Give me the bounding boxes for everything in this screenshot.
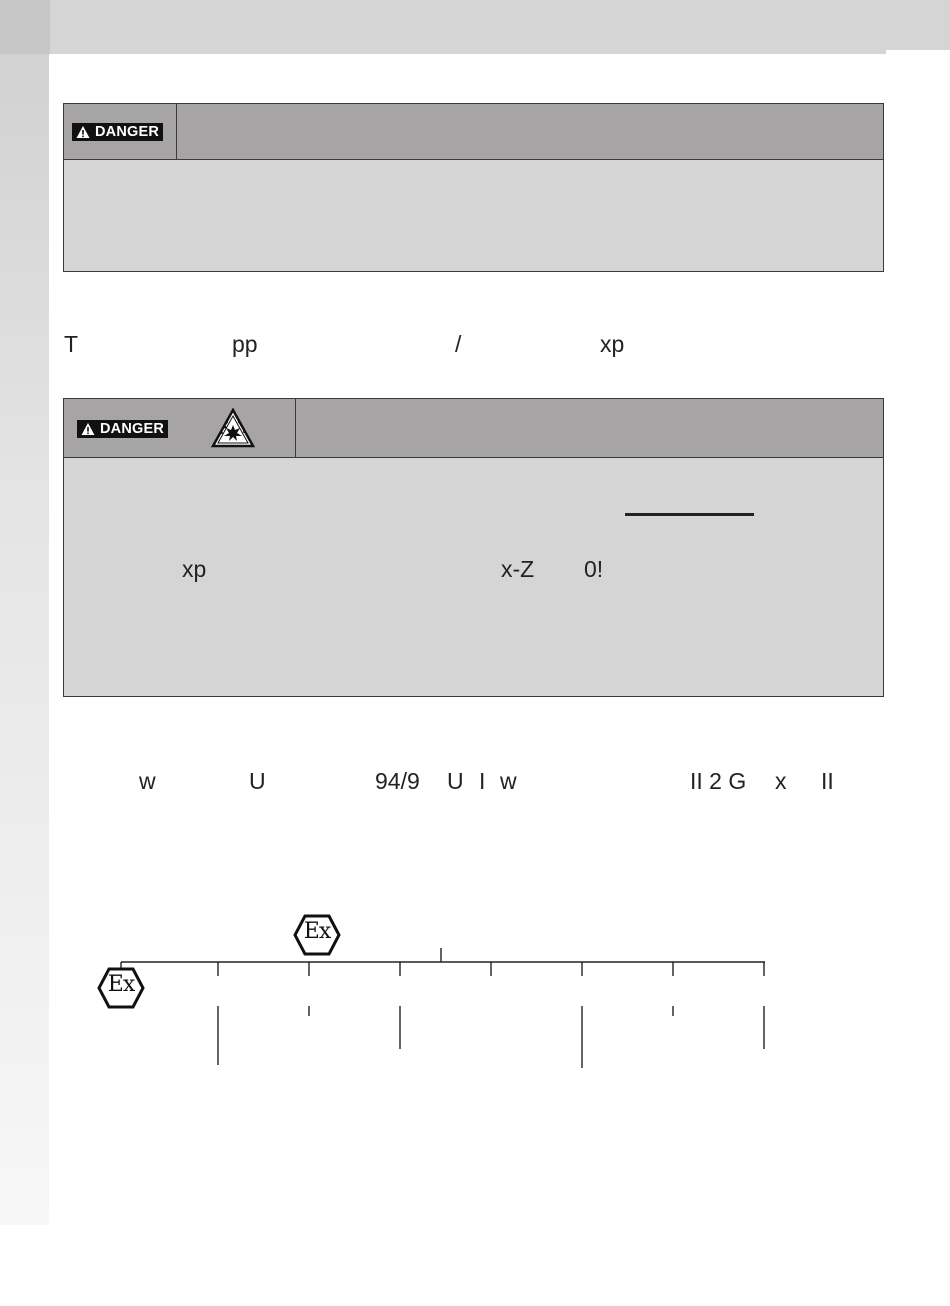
- danger-notice-2-fragment: 0!: [584, 556, 604, 582]
- paragraph-2-fragment: w: [139, 768, 156, 794]
- ex-symbol-text: Ex: [303, 919, 331, 944]
- paragraph-2-fragment: U: [447, 768, 464, 794]
- ex-hexagon-icon: [97, 967, 145, 1009]
- paragraph-2-fragment: I: [479, 768, 486, 794]
- paragraph-1-fragment: pp: [232, 331, 258, 357]
- danger-badge-label: DANGER: [100, 421, 165, 437]
- paragraph-2-fragment: w: [500, 768, 517, 794]
- paragraph-2-fragment: II: [821, 768, 834, 794]
- paragraph-2-fragment: II 2 G: [690, 768, 747, 794]
- paragraph-1-fragment: /: [455, 331, 462, 357]
- danger-notice-2-fragment: xp: [182, 556, 207, 582]
- paragraph-2-fragment: 94/9: [375, 768, 420, 794]
- paragraph-1-fragment: T: [64, 331, 79, 357]
- ex-hexagon-icon: [293, 914, 341, 956]
- paragraph-1-fragment: xp: [600, 331, 625, 357]
- paragraph-2-fragment: x: [775, 768, 787, 794]
- danger-badge-label: DANGER: [95, 124, 160, 140]
- danger-notice-2-fragment: x-Z: [501, 556, 535, 582]
- paragraph-2-fragment: U: [249, 768, 266, 794]
- ex-symbol-text: Ex: [107, 972, 135, 997]
